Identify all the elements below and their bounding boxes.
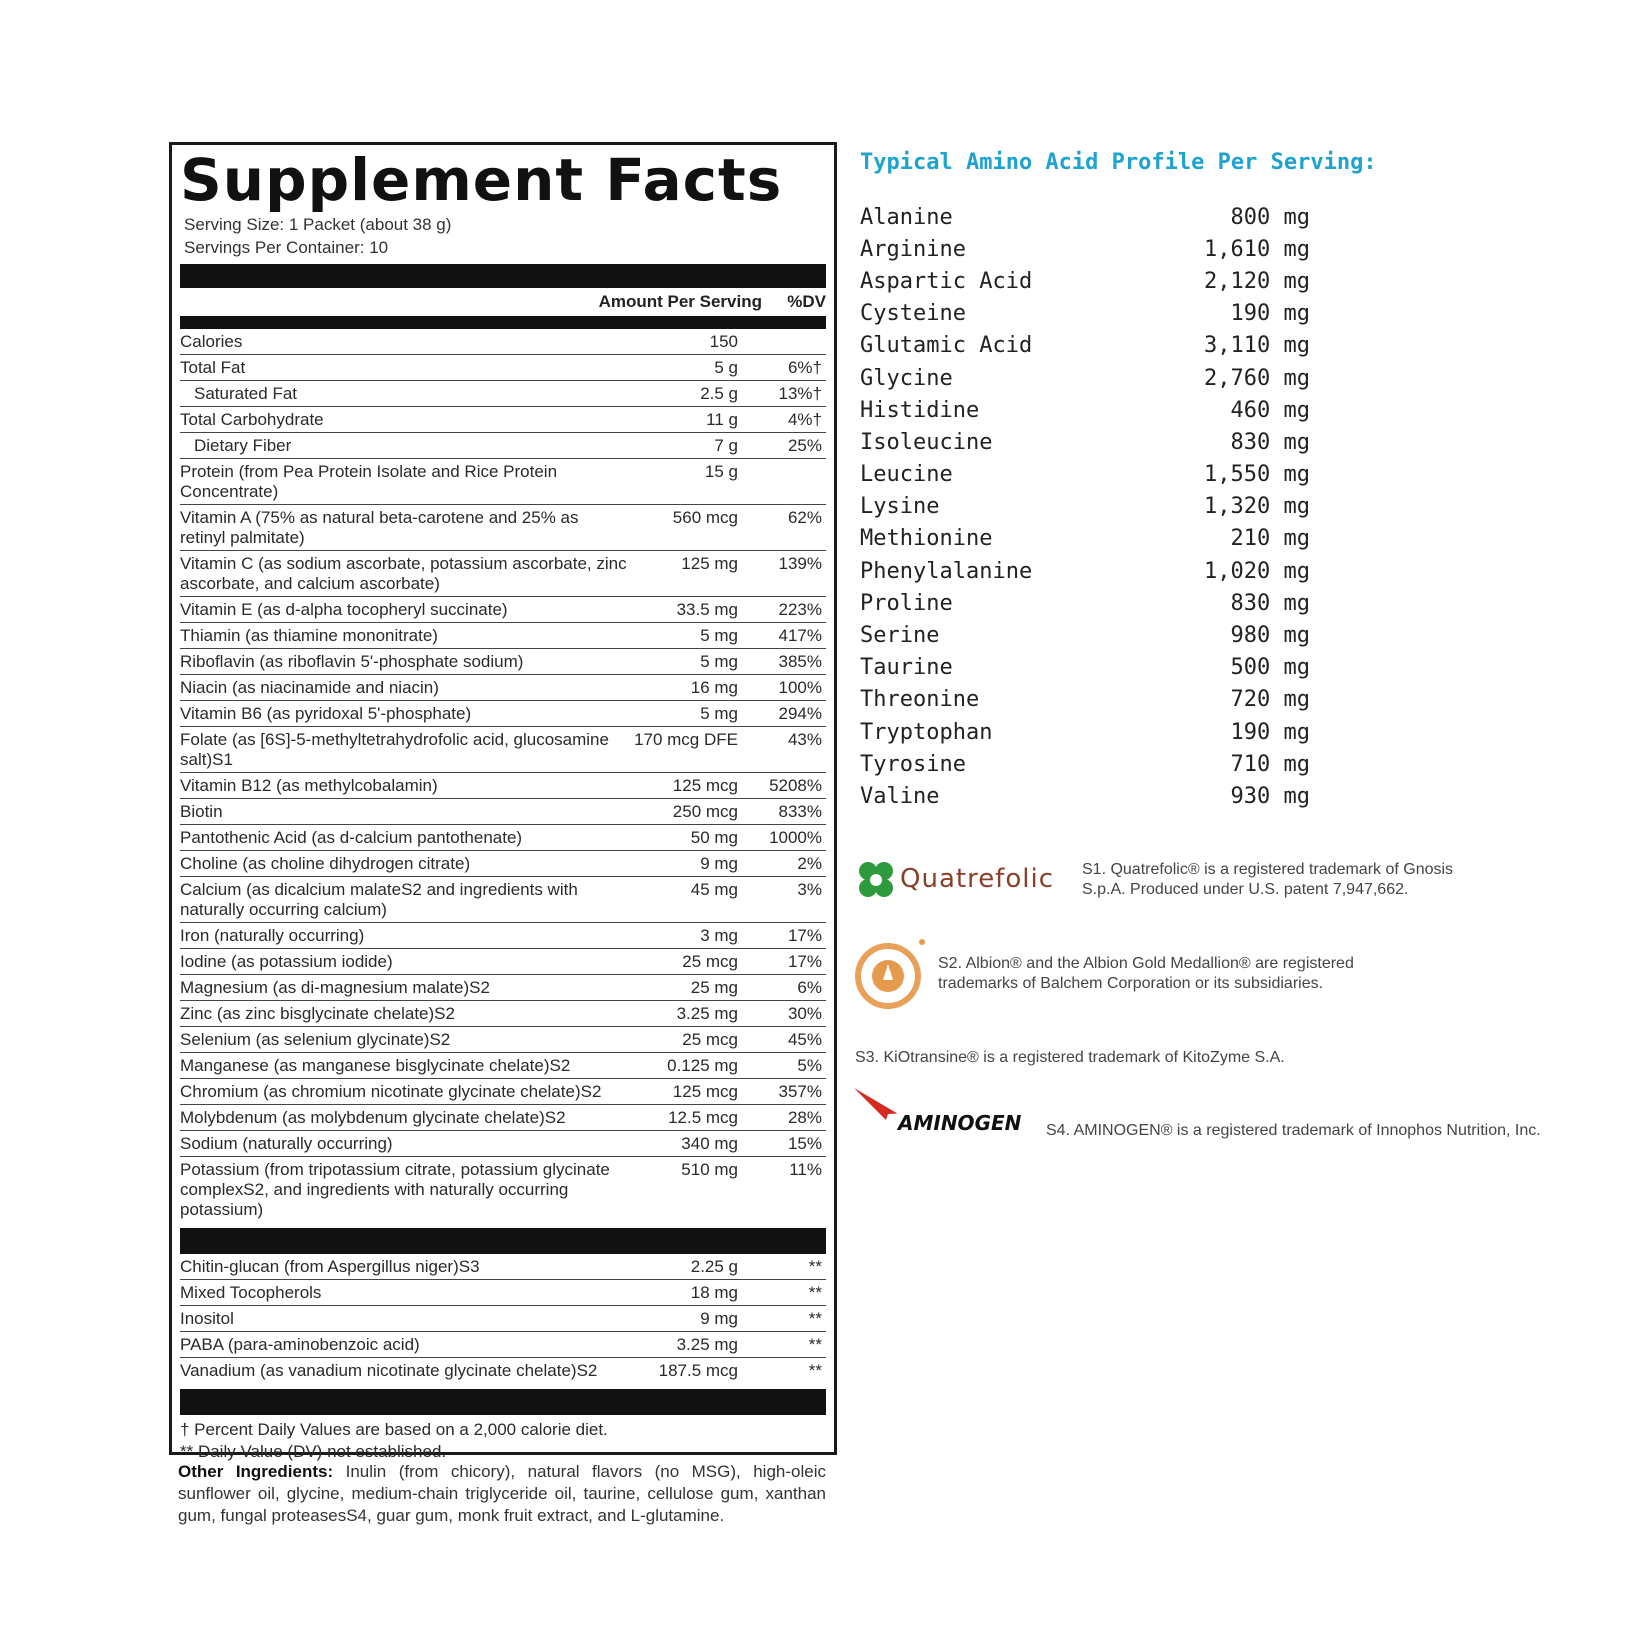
- nutrient-amount: 125 mg: [681, 554, 738, 573]
- amino-row: [860, 298, 1310, 330]
- amino-row: [860, 233, 1310, 265]
- nutrient-amount: 9 mg: [700, 854, 738, 873]
- nutrient-dv: 17%: [787, 952, 822, 971]
- nutrient-row: [180, 1331, 826, 1357]
- trademark-s2: S2. Albion® and the Albion Gold Medallion® are registered trademarks of Balchem Corporation or its subsidiaries.: [938, 955, 1354, 992]
- nutrient-amount: 25 mcg: [682, 952, 738, 971]
- amino-row: [860, 265, 1310, 297]
- nutrient-name: Protein (from Pea Protein Isolate and Rice Protein Concentrate): [180, 462, 558, 501]
- amino-row: [860, 201, 1310, 233]
- nutrient-dv: 1000%: [769, 828, 822, 847]
- nutrient-dv: 5%: [797, 1056, 822, 1075]
- nutrient-row: [180, 798, 826, 824]
- nutrient-dv: **: [808, 1257, 822, 1276]
- amino-amount: 210 mg: [1230, 526, 1310, 552]
- nutrient-dv: 25%: [787, 436, 822, 455]
- nutrient-amount: 510 mg: [681, 1160, 738, 1179]
- nutrient-dv: 5208%: [769, 776, 822, 795]
- nutrient-row: [180, 1000, 826, 1026]
- amino-amount: 1,610 mg: [1204, 236, 1310, 262]
- nutrient-name: Total Carbohydrate: [180, 410, 324, 429]
- amino-amount: 1,550 mg: [1204, 462, 1310, 488]
- nutrient-dv: 62%: [787, 508, 822, 527]
- nutrient-row: [180, 432, 826, 458]
- nutrient-name: Choline (as choline dihydrogen citrate): [180, 854, 471, 873]
- nutrient-dv: 357%: [778, 1082, 822, 1101]
- nutrient-name: Folate (as [6S]-5-methyltetrahydrofolic acid, glucosamine salt)S1: [180, 730, 609, 769]
- amino-name: Glycine: [860, 365, 953, 391]
- amino-name: Serine: [860, 623, 940, 649]
- amino-row: [860, 716, 1310, 748]
- amino-name: Histidine: [860, 397, 980, 423]
- amino-row: [860, 652, 1310, 684]
- nutrient-dv: 223%: [778, 600, 822, 619]
- amino-name: Threonine: [860, 687, 980, 713]
- nutrient-name: Vanadium (as vanadium nicotinate glycinate chelate)S2: [180, 1361, 598, 1380]
- nutrient-name: Calories: [180, 332, 243, 351]
- other-ingredients: [178, 1461, 826, 1527]
- nutrient-amount: 25 mcg: [682, 1030, 738, 1049]
- nutrient-name: Riboflavin (as riboflavin 5'-phosphate sodium): [180, 652, 524, 671]
- nutrient-name: Vitamin B6 (as pyridoxal 5'-phosphate): [180, 704, 472, 723]
- amino-name: Cysteine: [860, 301, 966, 327]
- nutrient-dv: **: [808, 1309, 822, 1328]
- nutrient-row: [180, 504, 826, 550]
- other-ingredients-label: Other Ingredients:: [178, 1462, 334, 1481]
- nutrient-row: [180, 922, 826, 948]
- nutrient-row: [180, 648, 826, 674]
- nutrient-dv: 17%: [787, 926, 822, 945]
- nutrient-dv: 4%†: [787, 410, 822, 429]
- nutrient-dv: 15%: [787, 1134, 822, 1153]
- nutrient-amount: 560 mcg: [672, 508, 738, 527]
- nutrient-row: [180, 1104, 826, 1130]
- nutrient-name: Manganese (as manganese bisglycinate chelate)S2: [180, 1056, 571, 1075]
- nutrient-name: Pantothenic Acid (as d-calcium pantothenate): [180, 828, 523, 847]
- nutrient-name: Calcium (as dicalcium malateS2 and ingredients with naturally occurring calcium): [180, 880, 578, 919]
- nutrient-amount: 150: [709, 332, 738, 351]
- nutrient-row: [180, 726, 826, 772]
- amino-name: Proline: [860, 590, 953, 616]
- amino-name: Arginine: [860, 236, 966, 262]
- nutrient-row: [180, 622, 826, 648]
- nutrient-name: Potassium (from tripotassium citrate, potassium glycinate complexS2, and ingredients with naturally occurring potassium): [180, 1160, 610, 1219]
- nutrient-name: Vitamin A (75% as natural beta-carotene and 25% as retinyl palmitate): [180, 508, 579, 547]
- nutrient-row: [180, 772, 826, 798]
- amino-amount: 710 mg: [1230, 751, 1310, 777]
- nutrient-row: [180, 329, 826, 354]
- amino-row: [860, 394, 1310, 426]
- nutrient-amount: 5 g: [714, 358, 738, 377]
- nutrient-amount: 3.25 mg: [676, 1335, 738, 1354]
- amino-amount: 460 mg: [1230, 397, 1310, 423]
- nutrient-name: Saturated Fat: [194, 384, 298, 403]
- nutrient-name: Chromium (as chromium nicotinate glycinate chelate)S2: [180, 1082, 602, 1101]
- divider-bar: [180, 1228, 826, 1254]
- amino-row: [860, 619, 1310, 651]
- nutrient-amount: 33.5 mg: [676, 600, 738, 619]
- amino-row: [860, 587, 1310, 619]
- nutrient-dv: 30%: [787, 1004, 822, 1023]
- nutrient-amount: 9 mg: [700, 1309, 738, 1328]
- amino-amount: 500 mg: [1230, 655, 1310, 681]
- nutrient-row: [180, 1026, 826, 1052]
- nutrient-amount: 125 mcg: [672, 776, 738, 795]
- amino-row: [860, 491, 1310, 523]
- nutrient-dv: [754, 462, 826, 502]
- nutrient-amount: 0.125 mg: [667, 1056, 738, 1075]
- nutrient-dv: 13%†: [778, 384, 822, 403]
- amino-name: Alanine: [860, 204, 953, 230]
- amino-row: [860, 459, 1310, 491]
- amino-row: [860, 780, 1310, 812]
- nutrient-dv: [754, 332, 826, 352]
- nutrient-amount: 170 mcg DFE: [634, 730, 738, 749]
- nutrient-name: Iodine (as potassium iodide): [180, 952, 393, 971]
- nutrient-dv: 294%: [778, 704, 822, 723]
- albion-medallion-logo: [852, 936, 928, 1012]
- aminogen-logo-text: AMINOGEN: [898, 1111, 1022, 1135]
- clover-icon: [854, 858, 898, 904]
- nutrient-amount: 3 mg: [700, 926, 738, 945]
- trademark-s4: S4. AMINOGEN® is a registered trademark of Innophos Nutrition, Inc.: [1046, 1122, 1541, 1139]
- nutrient-name: Total Fat: [180, 358, 246, 377]
- nutrient-row: [180, 1254, 826, 1279]
- amino-name: Phenylalanine: [860, 558, 1033, 584]
- nutrient-row: [180, 674, 826, 700]
- amino-amount: 830 mg: [1230, 590, 1310, 616]
- nutrient-row: [180, 406, 826, 432]
- amino-amount: 190 mg: [1230, 719, 1310, 745]
- nutrient-row: [180, 596, 826, 622]
- footnote-dv: † Percent Daily Values are based on a 2,000 calorie diet.: [180, 1420, 608, 1439]
- nutrient-row: [180, 948, 826, 974]
- nutrient-name: Zinc (as zinc bisglycinate chelate)S2: [180, 1004, 455, 1023]
- nutrient-dv: **: [808, 1361, 822, 1380]
- amino-name: Methionine: [860, 526, 993, 552]
- nutrient-dv: 11%: [789, 1160, 822, 1179]
- aminogen-logo: [852, 1086, 1042, 1144]
- nutrient-dv: 3%: [797, 880, 822, 899]
- amino-name: Tryptophan: [860, 719, 993, 745]
- amino-amount: 980 mg: [1230, 623, 1310, 649]
- amino-amount: 930 mg: [1230, 783, 1310, 809]
- amino-amount: 2,120 mg: [1204, 268, 1310, 294]
- header-dv: %DV: [787, 292, 826, 311]
- amino-row: [860, 330, 1310, 362]
- nutrient-name: PABA (para-aminobenzoic acid): [180, 1335, 420, 1354]
- amino-name: Isoleucine: [860, 429, 993, 455]
- amino-amount: 720 mg: [1230, 687, 1310, 713]
- divider-bar: [180, 1389, 826, 1415]
- nutrient-row: [180, 700, 826, 726]
- nutrient-amount: 12.5 mcg: [668, 1108, 738, 1127]
- other-nutrient-table: [180, 1254, 826, 1383]
- nutrient-dv: 100%: [778, 678, 822, 697]
- amino-amount: 1,020 mg: [1204, 558, 1310, 584]
- nutrient-amount: 3.25 mg: [676, 1004, 738, 1023]
- nutrient-dv: **: [808, 1335, 822, 1354]
- nutrient-name: Selenium (as selenium glycinate)S2: [180, 1030, 451, 1049]
- nutrient-name: Vitamin B12 (as methylcobalamin): [180, 776, 438, 795]
- supplement-facts-panel: [169, 142, 837, 1461]
- nutrient-row: [180, 1279, 826, 1305]
- amino-name: Taurine: [860, 655, 953, 681]
- nutrient-name: Chitin-glucan (from Aspergillus niger)S3: [180, 1257, 480, 1276]
- amino-amount: 2,760 mg: [1204, 365, 1310, 391]
- divider-bar: [180, 316, 826, 329]
- facts-header-row: [180, 288, 826, 316]
- nutrient-amount: 16 mg: [690, 678, 738, 697]
- amino-row: [860, 684, 1310, 716]
- nutrient-row: [180, 380, 826, 406]
- nutrient-row: [180, 458, 826, 504]
- nutrient-row: [180, 850, 826, 876]
- amino-name: Lysine: [860, 494, 940, 520]
- footnote-not-established: ** Daily Value (DV) not established.: [180, 1442, 447, 1461]
- nutrient-row: [180, 1305, 826, 1331]
- amino-profile-title: Typical Amino Acid Profile Per Serving:: [860, 150, 1377, 175]
- amino-name: Valine: [860, 783, 940, 809]
- nutrient-amount: 5 mg: [700, 704, 738, 723]
- nutrient-row: [180, 824, 826, 850]
- nutrient-row: [180, 1078, 826, 1104]
- nutrient-amount: 250 mcg: [672, 802, 738, 821]
- nutrient-dv: 385%: [778, 652, 822, 671]
- amino-name: Aspartic Acid: [860, 268, 1033, 294]
- nutrient-dv: 6%: [797, 978, 822, 997]
- nutrient-dv: 43%: [787, 730, 822, 749]
- nutrient-row: [180, 354, 826, 380]
- nutrient-name: Niacin (as niacinamide and niacin): [180, 678, 439, 697]
- nutrient-name: Molybdenum (as molybdenum glycinate chelate)S2: [180, 1108, 566, 1127]
- nutrient-amount: 18 mg: [690, 1283, 738, 1302]
- servings-per-container: Servings Per Container: 10: [184, 238, 389, 257]
- nutrient-row: [180, 1130, 826, 1156]
- nutrient-amount: 50 mg: [690, 828, 738, 847]
- nutrient-dv: 28%: [787, 1108, 822, 1127]
- nutrient-name: Thiamin (as thiamine mononitrate): [180, 626, 438, 645]
- amino-profile-list: [860, 201, 1310, 813]
- nutrient-amount: 7 g: [714, 436, 738, 455]
- nutrient-dv: 139%: [778, 554, 822, 573]
- nutrient-row: [180, 550, 826, 596]
- amino-name: Glutamic Acid: [860, 333, 1033, 359]
- amino-row: [860, 426, 1310, 458]
- nutrient-amount: 125 mcg: [672, 1082, 738, 1101]
- amino-row: [860, 523, 1310, 555]
- amino-row: [860, 362, 1310, 394]
- nutrient-name: Vitamin C (as sodium ascorbate, potassium ascorbate, zinc ascorbate, and calcium ascorbate): [180, 554, 627, 593]
- other-ingredients-text: Inulin (from chicory), natural flavors (no MSG), high-oleic sunflower oil, glycine, medium-chain triglyceride oil, taurine, cellulose gum, xanthan gum, fungal proteasesS4, guar gum, monk fruit extract, and L-glutamine.: [178, 1462, 826, 1525]
- nutrient-dv: 417%: [778, 626, 822, 645]
- nutrient-name: Vitamin E (as d-alpha tocopheryl succinate): [180, 600, 508, 619]
- quatrefolic-logo-text: Quatrefolic: [900, 864, 1054, 894]
- nutrient-amount: 2.5 g: [700, 384, 738, 403]
- facts-title: Supplement Facts: [180, 146, 783, 214]
- nutrient-dv: 45%: [787, 1030, 822, 1049]
- serving-size: Serving Size: 1 Packet (about 38 g): [184, 215, 452, 234]
- amino-amount: 190 mg: [1230, 301, 1310, 327]
- nutrient-amount: 11 g: [706, 410, 738, 429]
- amino-amount: 3,110 mg: [1204, 333, 1310, 359]
- nutrient-row: [180, 1052, 826, 1078]
- nutrient-name: Inositol: [180, 1309, 234, 1328]
- amino-amount: 830 mg: [1230, 429, 1310, 455]
- nutrient-dv: 6%†: [787, 358, 822, 377]
- amino-row: [860, 555, 1310, 587]
- trademark-s3: S3. KiOtransine® is a registered trademark of KitoZyme S.A.: [855, 1049, 1285, 1066]
- nutrient-dv: **: [808, 1283, 822, 1302]
- trademark-s1: S1. Quatrefolic® is a registered trademark of Gnosis S.p.A. Produced under U.S. patent 7,947,662.: [1082, 861, 1454, 898]
- nutrient-name: Iron (naturally occurring): [180, 926, 365, 945]
- nutrient-amount: 45 mg: [690, 880, 738, 899]
- quatrefolic-logo: [854, 858, 1074, 904]
- nutrient-table: [180, 329, 826, 1222]
- nutrient-name: Magnesium (as di-magnesium malate)S2: [180, 978, 490, 997]
- amino-name: Leucine: [860, 462, 953, 488]
- nutrient-amount: 15 g: [704, 462, 738, 481]
- nutrient-row: [180, 1357, 826, 1383]
- nutrient-amount: 5 mg: [700, 626, 738, 645]
- nutrient-amount: 187.5 mcg: [658, 1361, 738, 1380]
- nutrient-row: [180, 876, 826, 922]
- nutrient-amount: 25 mg: [690, 978, 738, 997]
- nutrient-dv: 2%: [797, 854, 822, 873]
- nutrient-row: [180, 1156, 826, 1222]
- nutrient-dv: 833%: [778, 802, 822, 821]
- amino-amount: 800 mg: [1230, 204, 1310, 230]
- header-amount: Amount Per Serving: [598, 292, 762, 311]
- amino-name: Tyrosine: [860, 751, 966, 777]
- divider-bar: [180, 264, 826, 288]
- nutrient-name: Dietary Fiber: [194, 436, 292, 455]
- amino-row: [860, 748, 1310, 780]
- nutrient-name: Sodium (naturally occurring): [180, 1134, 393, 1153]
- nutrient-amount: 340 mg: [681, 1134, 738, 1153]
- nutrient-name: Biotin: [180, 802, 223, 821]
- nutrient-amount: 5 mg: [700, 652, 738, 671]
- nutrient-row: [180, 974, 826, 1000]
- nutrient-amount: 2.25 g: [690, 1257, 738, 1276]
- amino-amount: 1,320 mg: [1204, 494, 1310, 520]
- nutrient-name: Mixed Tocopherols: [180, 1283, 322, 1302]
